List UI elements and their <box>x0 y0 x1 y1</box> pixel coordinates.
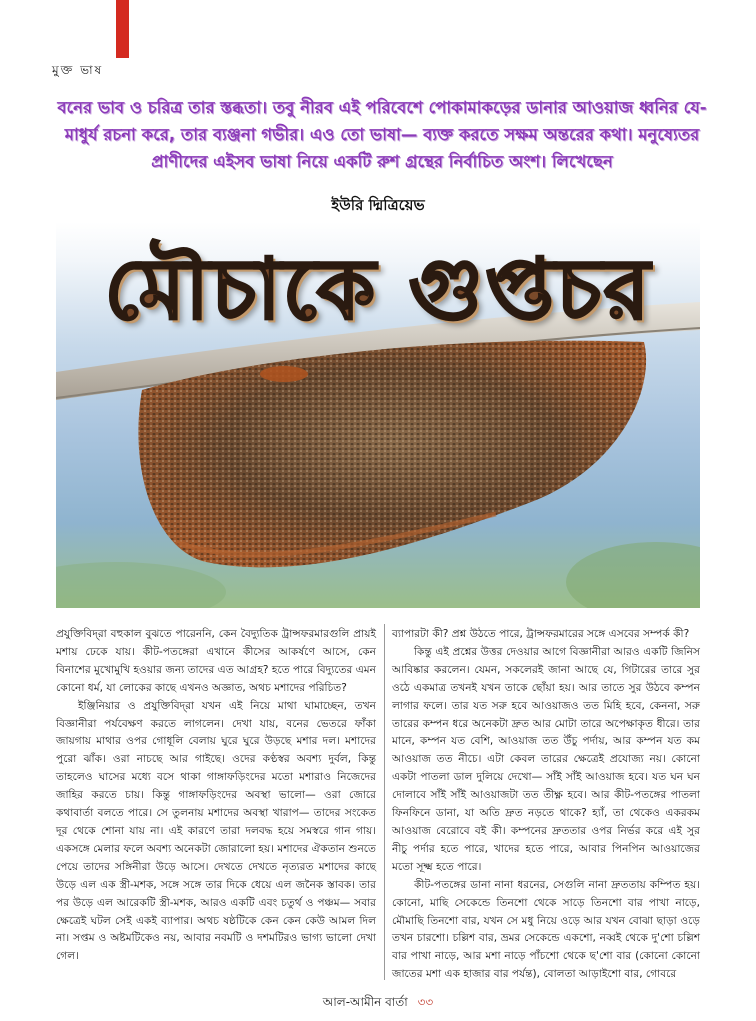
bee-swarm-texture <box>138 341 646 568</box>
article-title: মৌচাকে গুপ্তচর <box>104 239 652 338</box>
author-byline: ইউরি দ্মিত্রিয়েভ <box>331 196 425 214</box>
paragraph: কিন্তু এই প্রশ্নের উত্তর দেওয়ার আগে বিজ্ঞানীরা আরও একটি জিনিস আবিষ্কার করলেন। যেমন, সকলেরই জানা আছে যে, গিটারের তারে সুর ওঠে একমাত্র তখনই যখন তাকে ছোঁয়া হয়। আর তাতে সুর উঠবে কম্পন লাগার ফলে। তার যত সরু হবে আওয়াজও তত মিহি হবে, কেননা, সরু তারের কম্পন ধরে অনেকটা দ্রুত আর মোটা তারে অপেক্ষাকৃত ধীরে। তার মানে, কম্পন যত বেশি, আওয়াজ তত উঁচু পর্দায়, আর কম্পন যত কম আওয়াজ তত নীচে। এটা কেবল তারের ক্ষেত্রেই প্রযোজ্য নয়। কোনো একটা পাতলা ডাল দুলিয়ে দেখো— সাঁই সাঁই আওয়াজ হবে। যত ঘন ঘন দোলাবে সাঁই সাঁই আওয়াজটা তত তীক্ষ্ণ হবে। আর কীট-পতঙ্গের পাতলা ফিনফিনে ডানা, যা অতি দ্রুত নড়তে থাকে? হ্যাঁ, তা থেকেও একরকম আওয়াজ বেরোবে বই কী। কম্পনের দ্রুততার ওপর নির্ভর করে এই সুর নীচু পর্দার হতে পারে, খাদের হতে পারে, আবার পিনপিন আওয়াজের মতো সূক্ষ্ম হতে পারে। <box>392 645 700 873</box>
foliage-shape <box>56 562 226 608</box>
column-divider <box>384 624 385 980</box>
paragraph: কীট-পতঙ্গের ডানা নানা ধরনের, সেগুলি নানা দ্রুততায় কম্পিত হয়। কোনো, মাছি সেকেন্ডে তিনশো থেকে সাড়ে তিনশো বার পাখা নাড়ে, মৌমাছি তিনশো বার, যখন সে মধু নিয়ে ওড়ে আর যখন বোঝা ছাড়া ওড়ে তখন চারশো। চল্লিশ বার, ভ্রমর সেকেন্ডে একশো, নব্বই থেকে দু'শো চল্লিশ বার পাখা নাড়ে, আর মশা নাড়ে পাঁচশো থেকে ছ'শো বার (কোনো কোনো জাতের মশা এক হাজার বার পর্যন্ত), বোলতা আড়াইশো বার, গোবরে <box>392 878 700 981</box>
foliage-shape <box>566 542 700 608</box>
paragraph: প্রযুক্তিবিদ্‌রা বহুকাল বুঝতে পারেননি, কেন বৈদ্যুতিক ট্রান্সফরমারগুলি প্রায়ই মশায় ঢেকে যায়। কীট-পতঙ্গেরা এখানে কীসের আকর্ষণে আসে, কেন বিনাশের মুখোমুখি হওয়ার জন্য তাদের এত আগ্রহ? হতে পারে বিদ্যুতের এমন কোনো ধর্ম, যা লোকের কাছে এখনও অজ্ঞাত, অথচ মশাদের পরিচিত? <box>56 628 376 694</box>
comb-opening <box>260 366 308 382</box>
section-accent-bar <box>116 0 129 58</box>
paragraph: ইঞ্জিনিয়ার ও প্রযুক্তিবিদ্‌রা যখন এই নিয়ে মাথা ঘামাচ্ছেন, তখন বিজ্ঞানীরা পর্যবেক্ষণ করতে লাগলেন। দেখা যায়, বনের ভেতরে ফাঁকা জায়গায় মাথার ওপর গোধূলি বেলায় ঘুরে ঘুরে উড়ছে মশার দল। মশাদের পুরো ঝাঁক। ওরা নাচছে আর গাইছে। ওদের কণ্ঠস্বর অবশ্য দুর্বল, কিন্তু তাহলেও ঘাসের মধ্যে বসে থাকা গাঙ্গাফড়িংদের মতো মশারাও নিজেদের জাহির করতে চায়। কিন্তু গাঙ্গাফড়িংদের অবস্থা ভালো— ওরা জোরে কথাবার্তা বলতে পারে। সে তুলনায় মশাদের অবস্থা খারাপ— তাদের সংকেত দূর থেকে শোনা যায় না। এই কারণে তারা দলবদ্ধ হয়ে সমস্বরে গান গায়। একসঙ্গে মেলার ফলে অবশ্য অনেকটা জোরালো হয়। মশাদের ঐকতান শুনতে পেয়ে তাদের সঙ্গিনীরা উড়ে আসে। দেখতে দেখতে নৃত্যরত মশাদের কাছে উড়ে এল এক স্ত্রী-মশক, সঙ্গে সঙ্গে তার দিকে ধেয়ে এল জনৈক স্তাবক। তার পর উড়ে এল আরেকটি স্ত্রী-মশক, আরও একটি এবং চতুর্থ ও পঞ্চম— সবার ক্ষেত্রেই ঘটল সেই একই ব্যাপার। অথচ ষষ্ঠটিকে কেন কেন কেউ আমল দিল না। সপ্তম ও অষ্টমটিকেও নয়, আবার নবমটি ও দশমটিরও ভাগ্য ভালো দেখা গেল। <box>56 699 376 963</box>
paragraph: ব্যাপারটা কী? প্রশ্ন উঠতে পারে, ট্রান্সফরমারের সঙ্গে এসবের সম্পর্ক কী? <box>392 628 690 640</box>
page-number: ৩৩ <box>417 995 434 1009</box>
body-column-left <box>56 626 376 966</box>
intro-paragraph: বনের ভাব ও চরিত্র তার স্তব্ধতা। তবু নীরব এই পরিবেশে পোকামাকড়ের ডানার আওয়াজ ধ্বনির যে-মাধুর্য রচনা করে, তার ব্যঞ্জনা গভীর। এও তো ভাষা— ব্যক্ত করতে সক্ষম অন্তরের কথা। মনুষ্যেতর প্রাণীদের এইসব ভাষা নিয়ে একটি রুশ গ্রন্থের নির্বাচিত অংশ। লিখেছেন <box>57 98 707 171</box>
publication-name: আল-আমীন বার্তা <box>322 995 408 1009</box>
section-label: মুক্ত ভাষ <box>52 63 104 77</box>
hero-image <box>56 222 700 608</box>
page-footer <box>0 994 756 1014</box>
body-column-right <box>392 626 700 984</box>
